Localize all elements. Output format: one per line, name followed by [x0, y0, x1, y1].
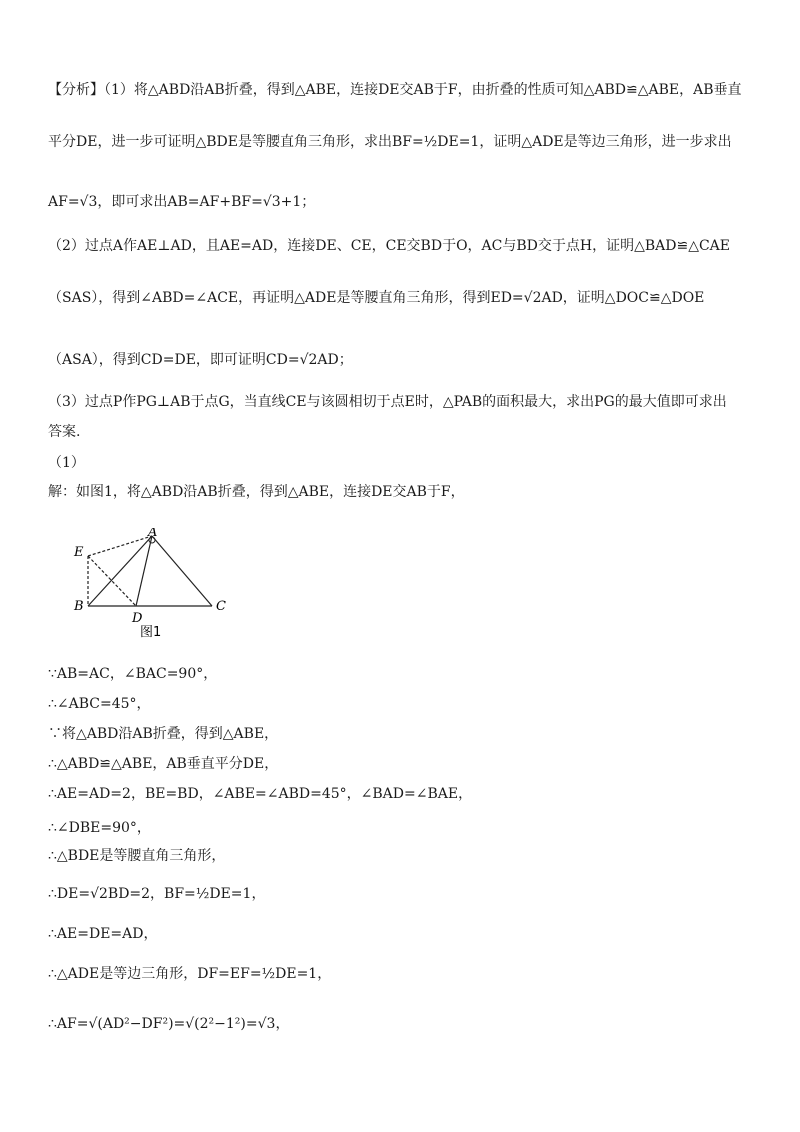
analysis-line-5: （SAS），得到∠ABD=∠ACE，再证明△ADE是等腰直角三角形，得到ED=√2AD，证明△DOC≌△DOE: [48, 290, 705, 306]
step-line: ∴△BDE是等腰直角三角形，: [48, 848, 226, 864]
analysis-line-3: AF=√3，即可求出AB=AF+BF=√3+1；: [48, 194, 316, 210]
figure-caption: 图1: [140, 625, 162, 640]
analysis-line-6: （ASA），得到CD=DE，即可证明CD=√2AD；: [48, 352, 353, 368]
segment-ab: [88, 536, 152, 606]
part-label: （1）: [48, 455, 85, 471]
solution-intro: 解：如图1，将△ABD沿AB折叠，得到△ABE，连接DE交AB于F，: [48, 484, 465, 500]
step-line: ∴AE=AD=2，BE=BD，∠ABE=∠ABD=45°，∠BAD=∠BAE，: [48, 786, 473, 802]
label-b: B: [74, 599, 84, 614]
step-line: ∴∠DBE=90°，: [48, 820, 151, 836]
step-line: ∵AB=AC，∠BAC=90°，: [48, 666, 218, 682]
step-line: ∴△ADE是等边三角形，DF=EF=½DE=1，: [48, 966, 332, 982]
step-line: ∴AF=√(AD²−DF²)=√(2²−1²)=√3，: [48, 1016, 290, 1032]
step-line: ∴AE=DE=AD，: [48, 926, 158, 942]
analysis-line-1: 【分析】（1）将△ABD沿AB折叠，得到△ABE，连接DE交AB于F，由折叠的性质可知△ABD≌△ABE，AB垂直: [48, 82, 742, 98]
label-a: A: [148, 528, 158, 540]
analysis-line-7: （3）过点P作PG⊥AB于点G，当直线CE与该圆相切于点E时，△PAB的面积最大，求出PG的最大值即可求出: [48, 394, 727, 410]
figure-1: [70, 528, 240, 640]
step-line: ∵将△ABD沿AB折叠，得到△ABE，: [48, 726, 279, 742]
label-c: C: [216, 599, 226, 614]
analysis-line-4: （2）过点A作AE⊥AD，且AE=AD，连接DE、CE，CE交BD于O，AC与BD交于点H，证明△BAD≌△CAE: [48, 238, 731, 254]
step-line: ∴DE=√2BD=2，BF=½DE=1，: [48, 886, 266, 902]
analysis-line-2: 平分DE，进一步可证明△BDE是等腰直角三角形，求出BF=½DE=1，证明△ADE是等边三角形，进一步求出: [48, 134, 732, 150]
label-e: E: [74, 545, 84, 560]
segment-ac: [152, 536, 212, 606]
analysis-line-8: 答案.: [48, 424, 81, 440]
step-line: ∴∠ABC=45°，: [48, 696, 151, 712]
geometry-diagram: [70, 528, 240, 640]
label-d: D: [132, 611, 143, 626]
segment-ad: [136, 536, 152, 606]
step-line: ∴△ABD≌△ABE，AB垂直平分DE，: [48, 756, 279, 772]
